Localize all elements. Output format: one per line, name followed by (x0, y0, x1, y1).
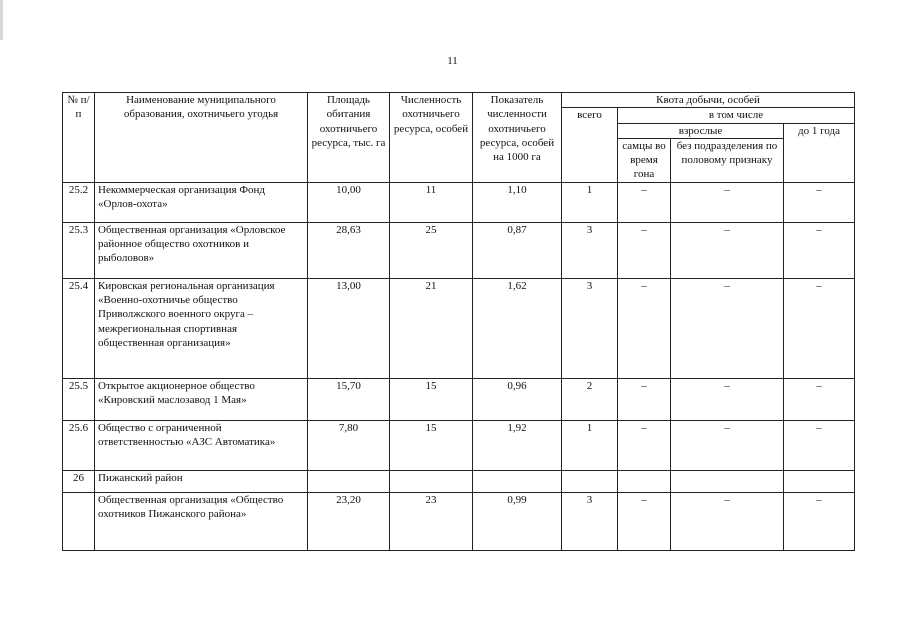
cell-nosex: – (671, 182, 784, 222)
cell-total: 1 (562, 420, 618, 470)
cell-under1: – (784, 420, 855, 470)
cell-area: 13,00 (308, 278, 390, 378)
cell-count: 15 (390, 420, 473, 470)
cell-total: 2 (562, 378, 618, 420)
table-row (63, 378, 855, 420)
cell-num: 25.3 (63, 222, 95, 278)
cell-area: 28,63 (308, 222, 390, 278)
header-including: в том числе (618, 108, 855, 123)
cell-area: 7,80 (308, 420, 390, 470)
cell-num (63, 492, 95, 550)
cell-num: 25.4 (63, 278, 95, 378)
quota-table (62, 92, 855, 551)
cell-num: 26 (63, 470, 95, 492)
header-quota: Квота добычи, особей (562, 93, 855, 108)
cell-males: – (618, 492, 671, 550)
header-density: Показатель численности охотничьего ресурса, особей на 1000 га (473, 93, 562, 183)
table-body (63, 182, 855, 550)
header-name: Наименование муниципального образования, охотничьего угодья (95, 93, 308, 183)
cell-num: 25.6 (63, 420, 95, 470)
cell-area (308, 470, 390, 492)
cell-area: 15,70 (308, 378, 390, 420)
cell-count: 21 (390, 278, 473, 378)
cell-count: 25 (390, 222, 473, 278)
cell-total: 1 (562, 182, 618, 222)
cell-males: – (618, 378, 671, 420)
page-number: 11 (447, 55, 458, 67)
cell-under1: – (784, 378, 855, 420)
cell-name: Общественная организация «Орловское районное общество охотников и рыболовов» (95, 222, 308, 278)
cell-under1: – (784, 222, 855, 278)
page-edge-mark (0, 0, 3, 40)
cell-name: Пижанский район (95, 470, 308, 492)
cell-density (473, 470, 562, 492)
cell-nosex: – (671, 278, 784, 378)
cell-num: 25.2 (63, 182, 95, 222)
cell-count: 23 (390, 492, 473, 550)
header-adults: взрослые (618, 123, 784, 138)
header-count: Численность охотничьего ресурса, особей (390, 93, 473, 183)
cell-total: 3 (562, 492, 618, 550)
cell-density: 0,87 (473, 222, 562, 278)
cell-density: 1,92 (473, 420, 562, 470)
header-total: всего (562, 108, 618, 182)
cell-density: 0,96 (473, 378, 562, 420)
cell-males: – (618, 222, 671, 278)
cell-total: 3 (562, 222, 618, 278)
cell-density: 0,99 (473, 492, 562, 550)
cell-name: Кировская региональная организация «Военно-охотничье общество Приволжского военного округа – межрегиональная спортивная общественная организация» (95, 278, 308, 378)
cell-area: 10,00 (308, 182, 390, 222)
table-row (63, 420, 855, 470)
cell-name: Открытое акционерное общество «Кировский маслозавод 1 Мая» (95, 378, 308, 420)
cell-total (562, 470, 618, 492)
cell-total: 3 (562, 278, 618, 378)
cell-under1: – (784, 492, 855, 550)
table-row (63, 492, 855, 550)
header-nosex: без подразделения по половому признаку (671, 138, 784, 182)
cell-count: 11 (390, 182, 473, 222)
cell-males: – (618, 182, 671, 222)
header-under1: до 1 года (784, 123, 855, 182)
table-row (63, 470, 855, 492)
cell-area: 23,20 (308, 492, 390, 550)
cell-name: Общественная организация «Общество охотников Пижанского района» (95, 492, 308, 550)
cell-density: 1,62 (473, 278, 562, 378)
cell-under1 (784, 470, 855, 492)
cell-nosex: – (671, 222, 784, 278)
cell-nosex: – (671, 420, 784, 470)
table-row (63, 182, 855, 222)
cell-nosex: – (671, 378, 784, 420)
cell-under1: – (784, 278, 855, 378)
cell-under1: – (784, 182, 855, 222)
header-area: Площадь обитания охотничьего ресурса, тыс. га (308, 93, 390, 183)
header-num: № п/п (63, 93, 95, 183)
table-row (63, 222, 855, 278)
cell-count: 15 (390, 378, 473, 420)
table-row (63, 278, 855, 378)
header-males: самцы во время гона (618, 138, 671, 182)
cell-count (390, 470, 473, 492)
cell-density: 1,10 (473, 182, 562, 222)
cell-males: – (618, 278, 671, 378)
cell-nosex (671, 470, 784, 492)
cell-nosex: – (671, 492, 784, 550)
cell-name: Некоммерческая организация Фонд «Орлов-охота» (95, 182, 308, 222)
cell-males: – (618, 420, 671, 470)
cell-males (618, 470, 671, 492)
cell-name: Общество с ограниченной ответственностью «АЗС Автоматика» (95, 420, 308, 470)
cell-num: 25.5 (63, 378, 95, 420)
table-header (63, 93, 855, 183)
